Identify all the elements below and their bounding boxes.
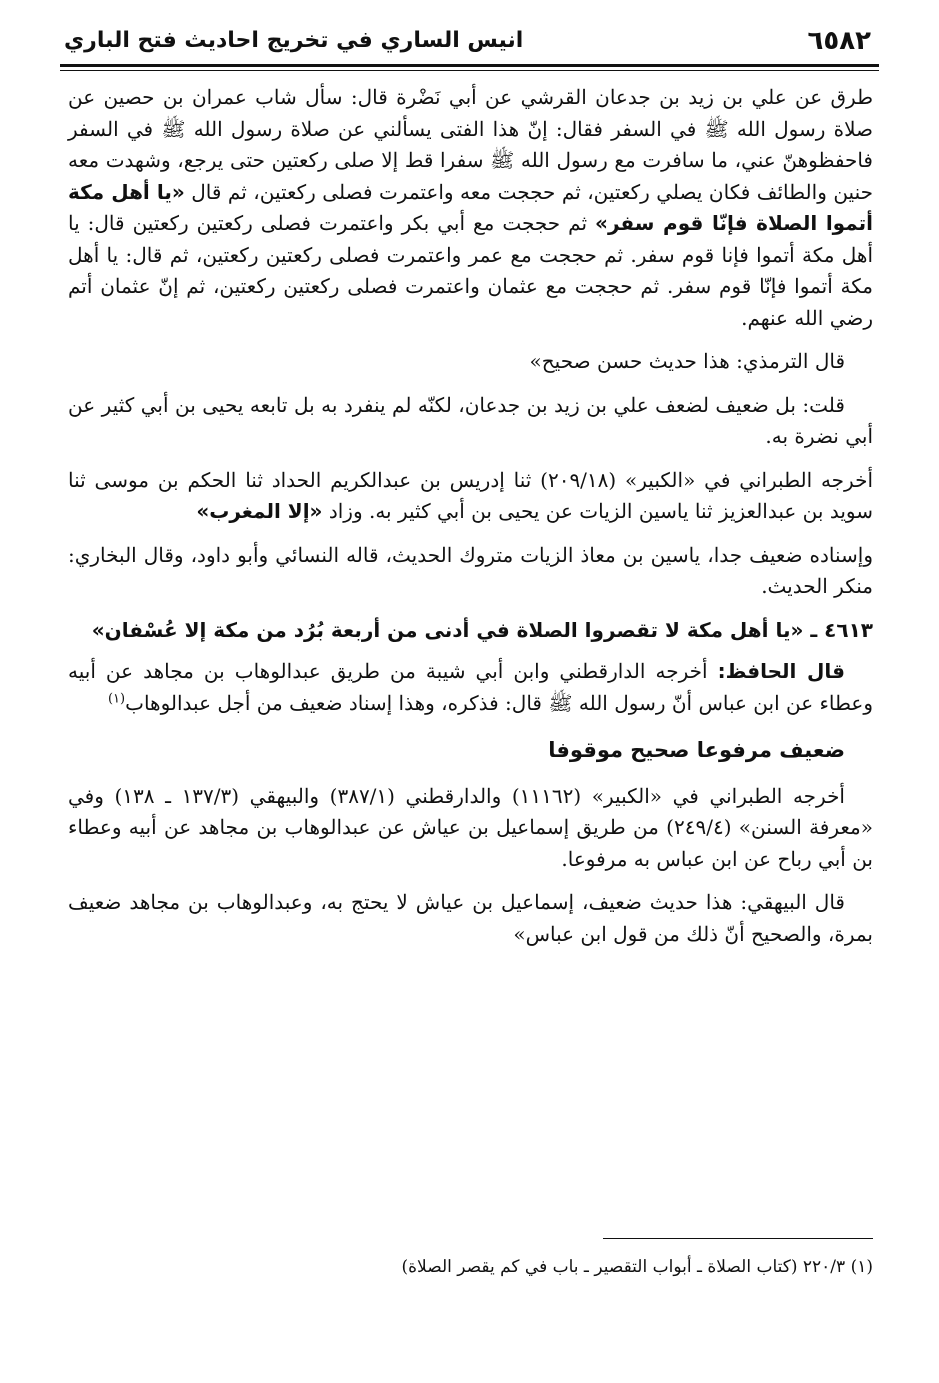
footnote-rule — [603, 1238, 873, 1239]
paragraph-bayhaqi: قال البيهقي: هذا حديث ضعيف، إسماعيل بن عياش لا يحتج به، وعبدالوهاب بن مجاهد ضعيف بمرة، والصحيح أنّ ذلك من قول ابن عباس» — [68, 890, 873, 946]
quoted-hadith: «يا أهل مكة أتموا الصلاة فإنّا قوم سفر» — [68, 179, 873, 235]
paragraph-text: ثم حججت مع أبي بكر واعتمرت فصلى ركعتين ركعتين قال: يا أهل مكة أتموا فإنا قوم سفر. ثم حججت مع عمر واعتمرت فصلى ركعتين ركعتين، ثم قال: يا أهل مكة أتموا فإنّا قوم سفر. ثم حججت مع عثمان واعتمرت فصلى ركعتين ركعتين، ثم إنّ عثمان أتم رضي الله عنهم. — [68, 211, 873, 330]
paragraph-tabarani — [68, 465, 873, 528]
paragraph-text: ثم قال — [184, 179, 247, 204]
running-title: انيس الساري في تخريج احاديث فتح الباري — [64, 28, 524, 53]
page-header — [60, 22, 879, 66]
paragraph-tirmidhi: قال الترمذي: هذا حديث حسن صحيح» — [529, 349, 845, 373]
page-body — [68, 82, 873, 962]
grading-subheading: ضعيف مرفوعا صحيح موقوفا — [548, 738, 845, 762]
footnote: (١) ٢٢٠/٣ (كتاب الصلاة ـ أبواب التقصير ـ باب في كم يقصر الصلاة) — [401, 1257, 873, 1277]
header-rule — [60, 64, 879, 71]
paragraph-takhrij: أخرجه الطبراني في «الكبير» (١١١٦٢) والدارقطني (٣٨٧/١) والبيهقي (١٣٧/٣ ـ ١٣٨) وفي «معرفة السنن» (٢٤٩/٤) من طريق إسماعيل بن عياش عن عبدالوهاب بن مجاهد عن أبيه وعطاء بن أبي رباح عن ابن عباس به مرفوعا. — [68, 783, 873, 871]
paragraph-text: أخرجه الدارقطني وابن أبي شيبة من طريق عبدالوهاب بن مجاهد عن أبيه وعطاء عن ابن عباس أنّ رسول الله ﷺ قال: فذكره، وهذا إسناد ضعيف من أجل عبدالوهاب — [68, 659, 873, 715]
paragraph-qultu: قلت: بل ضعيف لضعف علي بن زيد بن جدعان، لكنّه لم ينفرد به بل تابعه يحيى بن أبي كثير عن أبي نضرة به. — [68, 392, 873, 448]
hafiz-label: قال الحافظ: — [717, 659, 845, 683]
hadith-heading: ٤٦١٣ ـ «يا أهل مكة لا تقصروا الصلاة في أدنى من أربعة بُرُد من مكة إلا عُسْفان» — [91, 617, 873, 642]
page-number: ٦٥٨٢ — [807, 26, 871, 56]
footnote-reference[interactable]: (١) — [107, 690, 126, 706]
quoted-addition: «إلا المغرب» — [196, 499, 323, 523]
paragraph-hafiz — [68, 656, 873, 719]
paragraph-text: أخرجه الطبراني في «الكبير» (٢٠٩/١٨) ثنا إدريس بن عبدالكريم الحداد ثنا الحكم بن موسى ثنا سويد بن عبدالعزيز ثنا ياسين الزيات عن يحيى بن أبي كثير به. وزاد — [68, 467, 873, 523]
paragraph-isnad: وإسناده ضعيف جدا، ياسين بن معاذ الزيات متروك الحديث، قاله النسائي وأبو داود، وقال البخاري: منكر الحديث. — [68, 542, 873, 598]
paragraph-text: طرق عن علي بن زيد بن جدعان القرشي عن أبي نَضْرة قال: سأل شاب عمران بن حصين عن صلاة رسول الله ﷺ في السفر فقال: إنّ هذا الفتى يسألني عن صلاة رسول الله ﷺ في السفر فاحفظوهنّ عني، ما سافرت مع رسول الله ﷺ سفرا قط إلا صلى ركعتين حتى يرجع، وشهدت معه حنين والطائف فكان يصلي ركعتين، ثم حججت معه واعتمرت فصلى ركعتين، — [68, 85, 874, 204]
paragraph-hadith-text — [68, 82, 873, 334]
